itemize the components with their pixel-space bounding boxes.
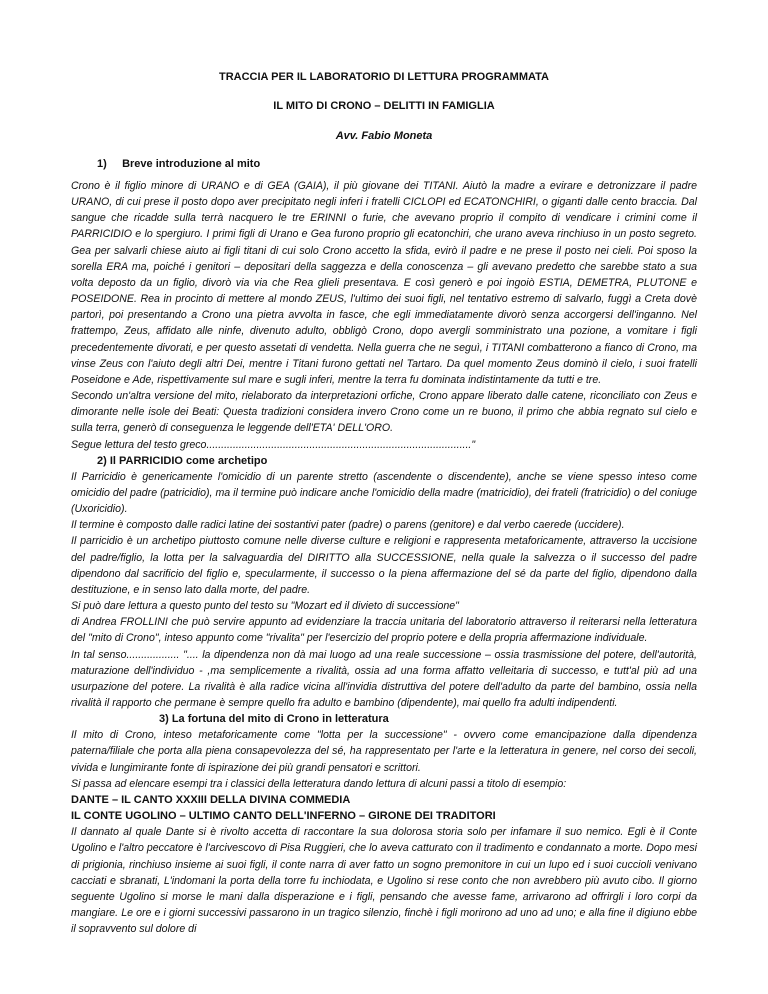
section-3-heading: 3) La fortuna del mito di Crono in letteratura: [159, 713, 389, 726]
paragraph: Si può dare lettura a questo punto del testo su "Mozart ed il divieto di successione": [71, 600, 459, 613]
document-body: [71, 178, 697, 937]
paragraph: Il mito di Crono, inteso metaforicamente come "lotta per la successione" - ovvero come emancipazione dalla dipendenza paterna/filiale che porta alla piena consapevolezza del sé, ha rappresentato per l'arte e la letteratura in genere, nel corso dei secoli, vivida e lungimirante fonte di ispirazione dei più grandi pensatori e scrittori.: [71, 729, 697, 774]
paragraph: Secondo un'altra versione del mito, rielaborato da interpretazioni orfiche, Crono appare liberato dalle catene, riconciliato con Zeus e dimorante nelle isole dei Beati: Questa tradizioni considera invero Crono come un re buono, il primo che abbia regnato sul cielo e sulla terra, generò di conseguenza le leggende dell'ETA' DELL'ORO.: [71, 390, 697, 435]
section-1-number: 1): [97, 158, 107, 170]
section-2-heading: 2) Il PARRICIDIO come archetipo: [97, 454, 268, 467]
paragraph: Crono è il figlio minore di URANO e di GEA (GAIA), il più giovane dei TITANI. Aiutò la madre a evirare e detronizzare il padre URANO, di cui prese il posto dopo aver precipitato negli inferi i fratelli CICLOPI ed ECATONCHIRI, o giganti dalle cento braccia. Dal sangue che ricadde sulla terrà nacquero le tre ERINNI o furie, che avevano proprio il compito di vendicare i crimini come il PARRICIDIO e lo spergiuro. I primi figli di Urano e Gea furono proprio gli ecatonchiri, che urano aveva rinchiuso in un posto segreto. Gea per salvarli chiese aiuto ai figli titani di cui solo Crono accetto la sfida, evirò il padre e ne prese il posto nei cieli. Poi sposo la sorella ERA ma, poiché i genitori – depositari della saggezza e della conoscenza – gli avevano predetto che sarebbe stato a sua volta deposto da un figlio, divorò via via che Rea glieli presentava. E così generò e poi ingoiò ESTIA, DEMETRA, PLUTONE e POSEIDONE. Rea in procinto di mettere al mondo ZEUS, l'ultimo dei suoi figli, nel tentativo estremo di salvarlo, fuggì a Creta dovè partorì, poi presentando a Crono una pietra avvolta in fasce, che egli immediatamente divorò senza accorgersi dell'inganno. Nel frattempo, Zeus, affidato alle ninfe, divenuto adulto, obbligò Crono, dopo avergli somministrato una pozione, a vomitare i figli precedentemente divorati, e per questo assetati di vendetta. Nella guerra che ne seguì, i TITANI combatterono a fianco di Crono, ma vinse Zeus con l'aiuto degli altri Dei, mentre i Titani furono gettati nel Tartaro. Da quel momento Zeus dominò il cielo, i suoi fratelli Poseidone e Ade, rispettivamente sul mare e sugli inferi, mentre la terra fu dominata indistintamente da tutti e tre.: [71, 180, 697, 386]
paragraph: Il dannato al quale Dante si è rivolto accetta di raccontare la sua dolorosa storia solo per infamare il suo nemico. Egli è il Conte Ugolino e l'altro peccatore è l'arcivescovo di Pisa Ruggieri, che lo aveva catturato con il tradimento e condannato a morte. Dopo mesi di prigionia, rinchiuso insieme ai suoi figli, il conte narra di aver fatto un sogno premonitore in cui un lupo ed i suoi cuccioli venivano cacciati e sbranati, L'indomani la porta della torre fu inchiodata, e Ugolino si rese conto che non avrebbero più avuto cibo. Il giorno seguente Ugolino si morse le mani dalla disperazione e i figli, pensando che avesse fame, arrivarono ad offrirgli i loro corpi da mangiare. Le ore e i giorni successivi passarono in un tragico silenzio, finchè i figli morirono ad uno ad uno; e alla fine il digiuno ebbe il sopravvento sul dolore di: [71, 826, 697, 936]
paragraph: Il parricidio è un archetipo piuttosto comune nelle diverse culture e religioni e rappresenta metaforicamente, attraverso la uccisione del padre/figlio, la lotta per la salvaguardia del DIRITTO alla SUCCESSIONE, nella quale la salvezza o il successo del padre dipendono dal sacrificio del figlio e, specularmente, il successo o la piena affermazione del sé da parte del figlio, dipendono dalla destituzione, e in senso lato dalla morte, del padre.: [71, 535, 697, 596]
section-1-heading: [97, 156, 260, 172]
paragraph: di Andrea FROLLINI che può servire appunto ad evidenziare la traccia unitaria del laboratorio attraverso il reiterarsi nella letteratura del "mito di Crono", inteso appunto come "rivalita" per l'esercizio del proprio potere e della propria affermazione individuale.: [71, 616, 697, 645]
document-title: TRACCIA PER IL LABORATORIO DI LETTURA PROGRAMMATA: [219, 71, 549, 83]
dante-heading: DANTE – IL CANTO XXXIII DELLA DIVINA COMMEDIA: [71, 793, 351, 806]
paragraph: Il termine è composto dalle radici latine dei sostantivi pater (padre) o parens (genitore) e dal verbo caerede (uccidere).: [71, 519, 625, 532]
paragraph: Segue lettura del testo greco..........................................................................................": [71, 438, 476, 451]
ugolino-heading: IL CONTE UGOLINO – ULTIMO CANTO DELL'INFERNO – GIRONE DEI TRADITORI: [71, 810, 496, 823]
document-subtitle: IL MITO DI CRONO – DELITTI IN FAMIGLIA: [273, 100, 495, 112]
paragraph: Il Parricidio è genericamente l'omicidio di un parente stretto (ascendente o discendente), anche se viene spesso inteso come omicidio del padre (patricidio), ma il termine può indicare anche l'omicidio della madre (matricidio), dei frateli (fratricidio) o del coniuge (Uxoricidio).: [71, 470, 697, 516]
document-author: Avv. Fabio Moneta: [335, 130, 433, 142]
section-1-title: Breve introduzione al mito: [122, 158, 261, 170]
paragraph: In tal senso.................. ".... la dipendenza non dà mai luogo ad una reale successione – ossia trasmissione del potere, dell'autorità, maturazione dell'individuo - ,ma semplicemente a rivalità, ossia ad una forma affatto velleitaria di successo, e tutt'al più ad una usurpazione del potere. La rivalità è alla radice vicina all'invidia distruttiva del potere dell'adulto da parte del bambino, ossia nella rivalità il rapporto che permane è sempre quello fra adulto e bambino (dipendente), mai quello fra adulti indipendenti.: [71, 648, 697, 709]
paragraph: Si passa ad elencare esempi tra i classici della letteratura dando lettura di alcuni passi a titolo di esempio:: [71, 777, 567, 790]
